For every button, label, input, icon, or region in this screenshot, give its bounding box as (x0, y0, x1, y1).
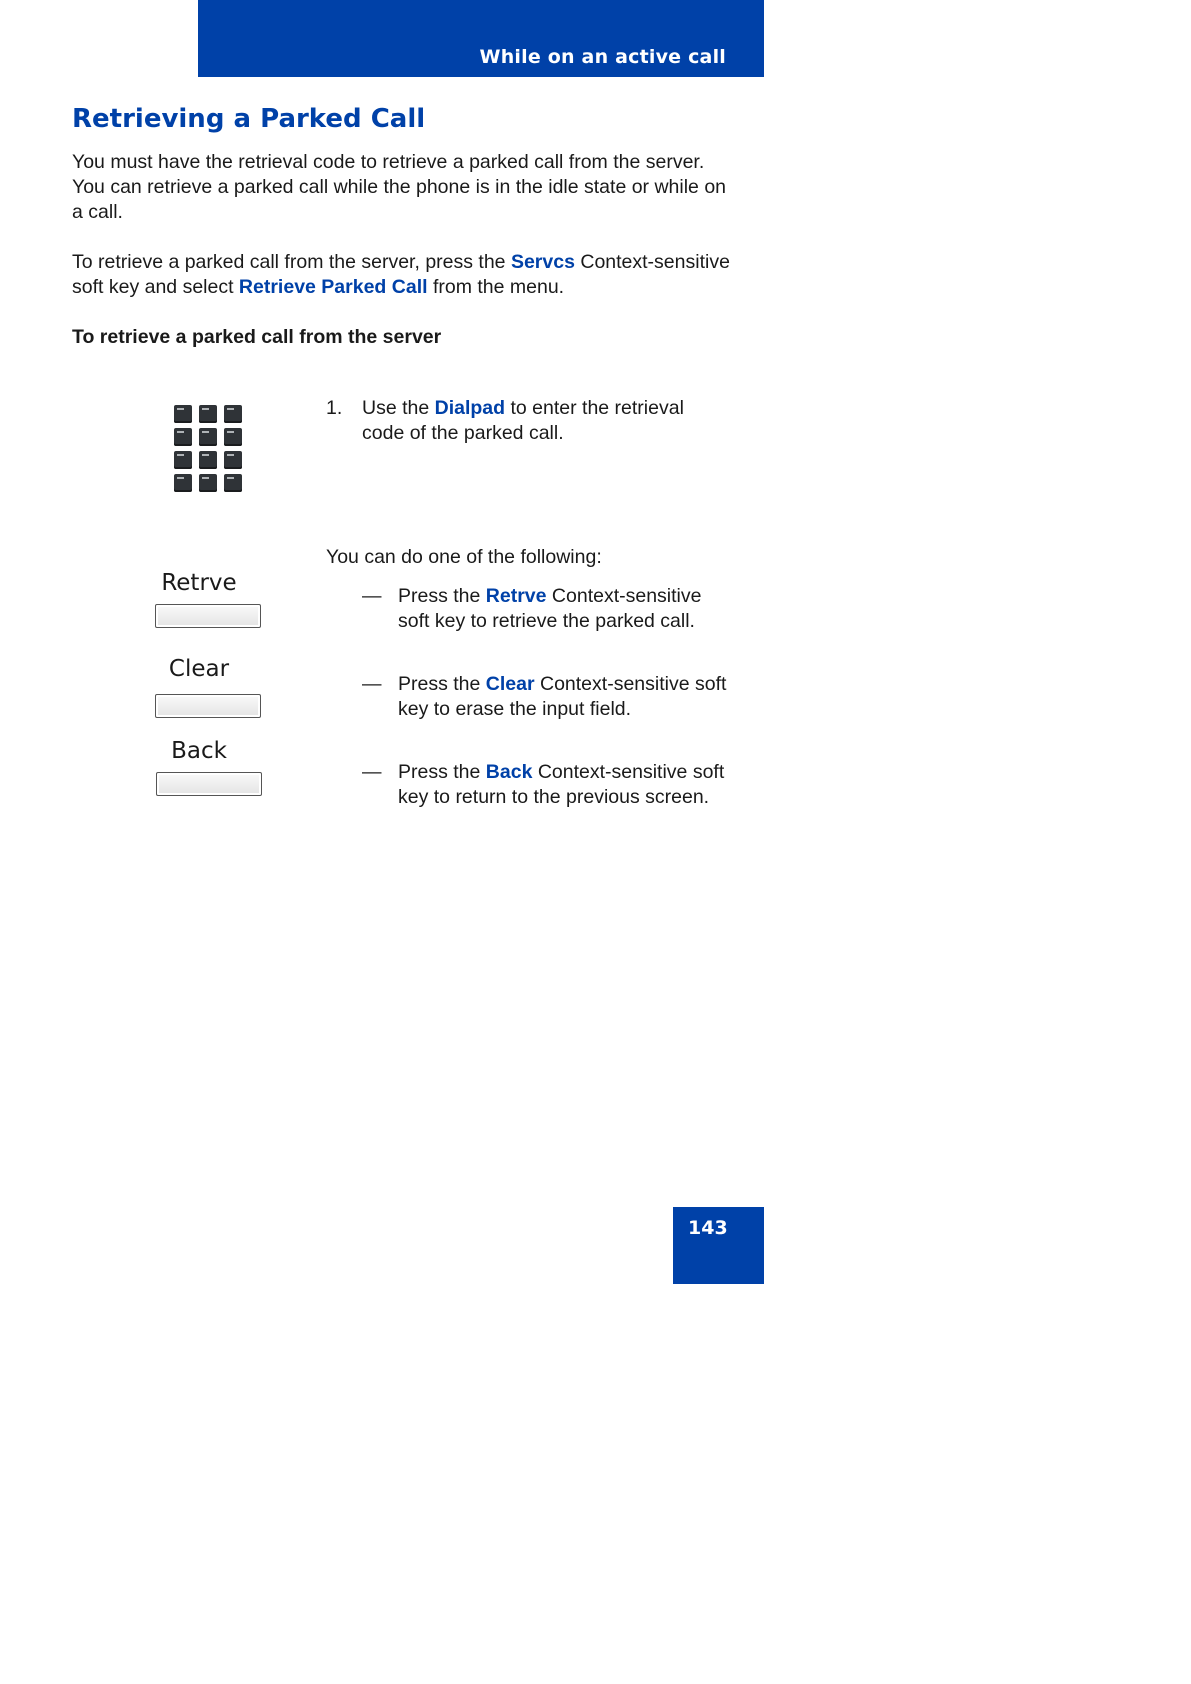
dash-bullet: — (362, 761, 382, 783)
back-softkey-label: Back (171, 738, 227, 764)
dialpad-key (224, 451, 242, 469)
clear-softkey[interactable] (155, 694, 261, 718)
back-key-ref: Back (485, 761, 533, 783)
options-intro: You can do one of the following: (326, 546, 602, 568)
instruction-text: To retrieve a parked call from the server, press the (72, 251, 511, 273)
dialpad-key (199, 451, 217, 469)
procedure-title: To retrieve a parked call from the server (72, 326, 442, 348)
section-title: While on an active call (479, 46, 726, 68)
dialpad-key (224, 428, 242, 446)
page-number: 143 (688, 1217, 728, 1239)
dialpad-key (199, 405, 217, 423)
dash-bullet: — (362, 585, 382, 607)
servcs-key-ref: Servcs (510, 251, 575, 273)
step-number: 1. (326, 397, 343, 419)
option-text: Press the Retrve Context-sensitive soft key to retrieve the parked call. (398, 585, 702, 632)
retrve-softkey-label: Retrve (161, 570, 237, 596)
retrve-key-ref: Retrve (485, 585, 547, 607)
page-number-box (673, 1207, 764, 1284)
instruction-text: Context-sensitive soft key and select (72, 251, 730, 298)
page-title: Retrieving a Parked Call (72, 104, 426, 134)
clear-softkey-label: Clear (168, 656, 230, 682)
dialpad-key (199, 474, 217, 492)
dialpad-icon (174, 405, 242, 497)
dialpad-key (224, 474, 242, 492)
retrieve-parked-call-ref: Retrieve Parked Call (238, 276, 428, 298)
dialpad-key-ref: Dialpad (434, 397, 506, 419)
dialpad-key (224, 405, 242, 423)
option-text: Press the Back Context-sensitive soft key to return to the previous screen. (398, 761, 725, 808)
dialpad-key (174, 474, 192, 492)
dash-bullet: — (362, 673, 382, 695)
dialpad-key (174, 451, 192, 469)
dialpad-key (174, 405, 192, 423)
instruction-text: from the menu. (427, 276, 565, 298)
step-text: Use the Dialpad to enter the retrieval code of the parked call. (362, 397, 684, 444)
back-softkey[interactable] (156, 772, 262, 796)
dialpad-key (174, 428, 192, 446)
clear-key-ref: Clear (485, 673, 535, 695)
instruction-paragraph (72, 250, 732, 300)
intro-paragraph: You must have the retrieval code to retrieve a parked call from the server. You can retrieve a parked call while the phone is in the idle state or while on a call. (72, 151, 727, 223)
dialpad-key (199, 428, 217, 446)
option-text: Press the Clear Context-sensitive soft key to erase the input field. (398, 673, 727, 720)
retrve-softkey[interactable] (155, 604, 261, 628)
header-band (198, 0, 764, 77)
